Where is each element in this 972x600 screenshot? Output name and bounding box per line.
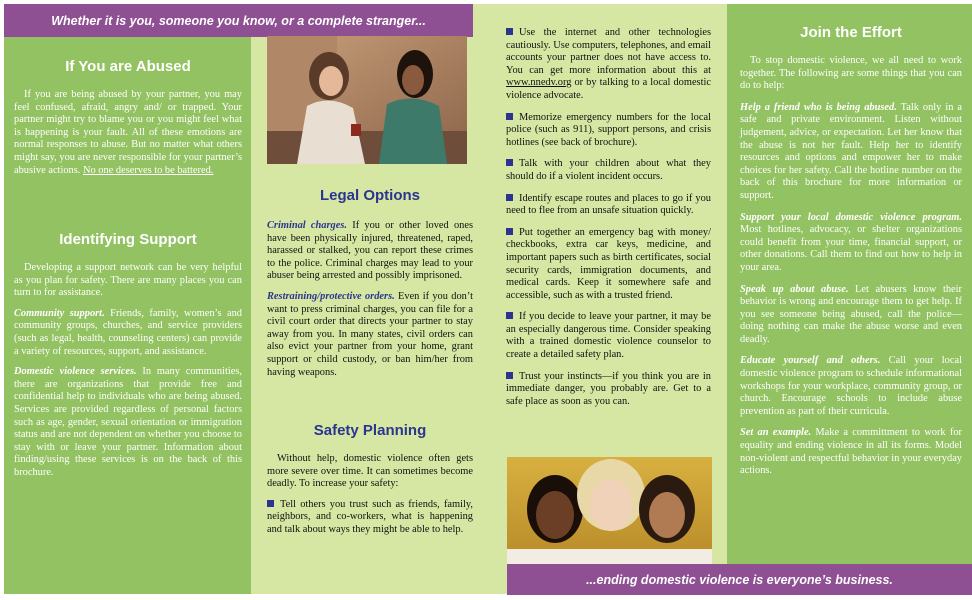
section-if-abused bbox=[14, 58, 242, 177]
photo-two-women-talking bbox=[267, 36, 467, 164]
safety-tip: Memorize emergency numbers for the local police (such as 911), support persons, and crisis hotlines (see back of brochure). bbox=[506, 111, 711, 148]
top-banner: Whether it is you, someone you know, or a complete stranger... bbox=[4, 4, 473, 37]
bottom-banner: ...ending domestic violence is everyone’s business. bbox=[507, 564, 972, 595]
help-friend-paragraph: Help a friend who is being abused. Talk only in a safe and private environment. Listen without judgement, advice, or expectation. Let her know that the abuse is not her fault. Help her to identify resources and options and empower her to make choices for her safety. Call the hotline number on the back of this brochure for more information or support. bbox=[740, 101, 962, 201]
heading-if-abused: If You are Abused bbox=[65, 58, 191, 75]
heading-legal-options: Legal Options bbox=[319, 187, 420, 204]
set-example-paragraph: Set an example. Make a committment to work for equality and ending violence in all its forms. Model non-violent and respectful behavior in your everyday actions. bbox=[740, 427, 962, 477]
safety-tip: Identify escape routes and places to go if you need to flee from an unsafe situation quickly. bbox=[506, 192, 711, 217]
bullet-square-icon bbox=[506, 194, 513, 201]
safety-tip: Trust your instincts—if you think you are in immediate danger, you probably are. Get to a safe place as soon as you can. bbox=[506, 370, 711, 407]
safety-tip: Put together an emergency bag with money/ checkbooks, extra car keys, medicine, and important papers such as birth certificates, social security cards, immigration documents, and medical cards. Keep it somewhere safe and accessible, such as with a trusted friend. bbox=[506, 226, 711, 301]
safety-tip: Tell others you trust such as friends, family, neighbors, and co-workers, what is happening and talk about ways they might be able to help. bbox=[267, 498, 473, 535]
speak-up-paragraph: Speak up about abuse. Let abusers know their behavior is wrong and encourage them to get help. If you see someone being abused, call the police—doing nothing can make the abuse worse and even deadly. bbox=[740, 283, 962, 345]
abused-paragraph: If you are being abused by your partner, you may feel confused, afraid, angry and/ or trapped. Your partner might try to blame you or you might feel what is happening is your fault. All of these emotions are normal responses to abuse. But no matter what others might say, you are never responsible for your partner’s abusive actions. No one deserves to be battered. bbox=[14, 89, 242, 176]
dv-services-paragraph: Domestic violence services. In many communities, there are organizations that provide free and confidential help to individuals who are being abused. Services are provided regardless of personal factors such as age, gender, sexual orientation or immigration status and are not dependent on whether you choose to stay with or leave your partner. Information about finding/using these services is on the back of this brochure. bbox=[14, 366, 242, 478]
safety-intro: Without help, domestic violence often gets more severe over time. It can sometimes become deadly. To increase your safety: bbox=[267, 453, 473, 490]
educate-paragraph: Educate yourself and others. Call your local domestic violence program to schedule informational workshops for your workplace, community group, or church. Encourage schools to include abuse prevention as part of their curricula. bbox=[740, 355, 962, 417]
nnedv-link[interactable]: www.nnedv.org bbox=[506, 77, 572, 89]
bullet-square-icon bbox=[267, 500, 274, 507]
bullet-square-icon bbox=[506, 159, 513, 166]
section-legal-options bbox=[267, 187, 473, 379]
bullet-square-icon bbox=[506, 228, 513, 235]
support-intro: Developing a support network can be very helpful as you plan for safety. There are many places you can turn to for assistance. bbox=[14, 262, 242, 299]
section-identifying-support bbox=[14, 231, 242, 480]
section-safety-planning bbox=[267, 422, 473, 537]
support-program-paragraph: Support your local domestic violence program. Most hotlines, advocacy, or shelter organizations could benefit from your time, financial support, or other donations. Call them to find out how to help in your area. bbox=[740, 211, 962, 273]
photo-three-women-smiling bbox=[507, 457, 712, 564]
safety-tips-list bbox=[506, 27, 711, 408]
safety-tip: Talk with your children about what they should do if a violent incident occurs. bbox=[506, 158, 711, 182]
safety-tip: Use the internet and other technologies cautiously. Use computers, telephones, and email accounts your partner does not have access to. You can get more information about this at www.nnedv.org or by talking to a local domestic violence advocate. bbox=[506, 27, 711, 101]
restraining-orders-paragraph: Restraining/protective orders. Even if you don’t want to press criminal charges, you can file for a civil court order that directs your partner to stay away from you. In many states, civil orders can also evict your partner from your home, grant support or child custody, or ban him/her from having weapons. bbox=[267, 290, 473, 378]
criminal-charges-paragraph: Criminal charges. If you or other loved ones have been physically injured, threatened, raped, harassed or stalked, you can report these crimes to the police. Criminal charges may lead to your abuser being arrested and possibly imprisoned. bbox=[267, 220, 473, 282]
heading-identifying-support: Identifying Support bbox=[59, 231, 197, 248]
bullet-square-icon bbox=[506, 312, 513, 319]
bullet-square-icon bbox=[506, 113, 513, 120]
community-support-paragraph: Community support. Friends, family, women’s and community groups, churches, and service providers (such as legal, health, counseling centers) can provide a variety of resources, support, and assistance. bbox=[14, 307, 242, 357]
heading-join-effort: Join the Effort bbox=[800, 24, 902, 41]
section-join-effort bbox=[740, 24, 962, 478]
no-one-deserves-text: No one deserves to be battered. bbox=[82, 164, 214, 176]
join-intro: To stop domestic violence, we all need to work together. The following are some things that you can do to help: bbox=[740, 55, 962, 92]
heading-safety-planning: Safety Planning bbox=[313, 422, 427, 439]
bullet-square-icon bbox=[506, 28, 513, 35]
safety-tip: If you decide to leave your partner, it may be an especially dangerous time. Consider speaking with a trained domestic violence counselor to create a detailed safety plan. bbox=[506, 311, 711, 361]
bullet-square-icon bbox=[506, 372, 513, 379]
